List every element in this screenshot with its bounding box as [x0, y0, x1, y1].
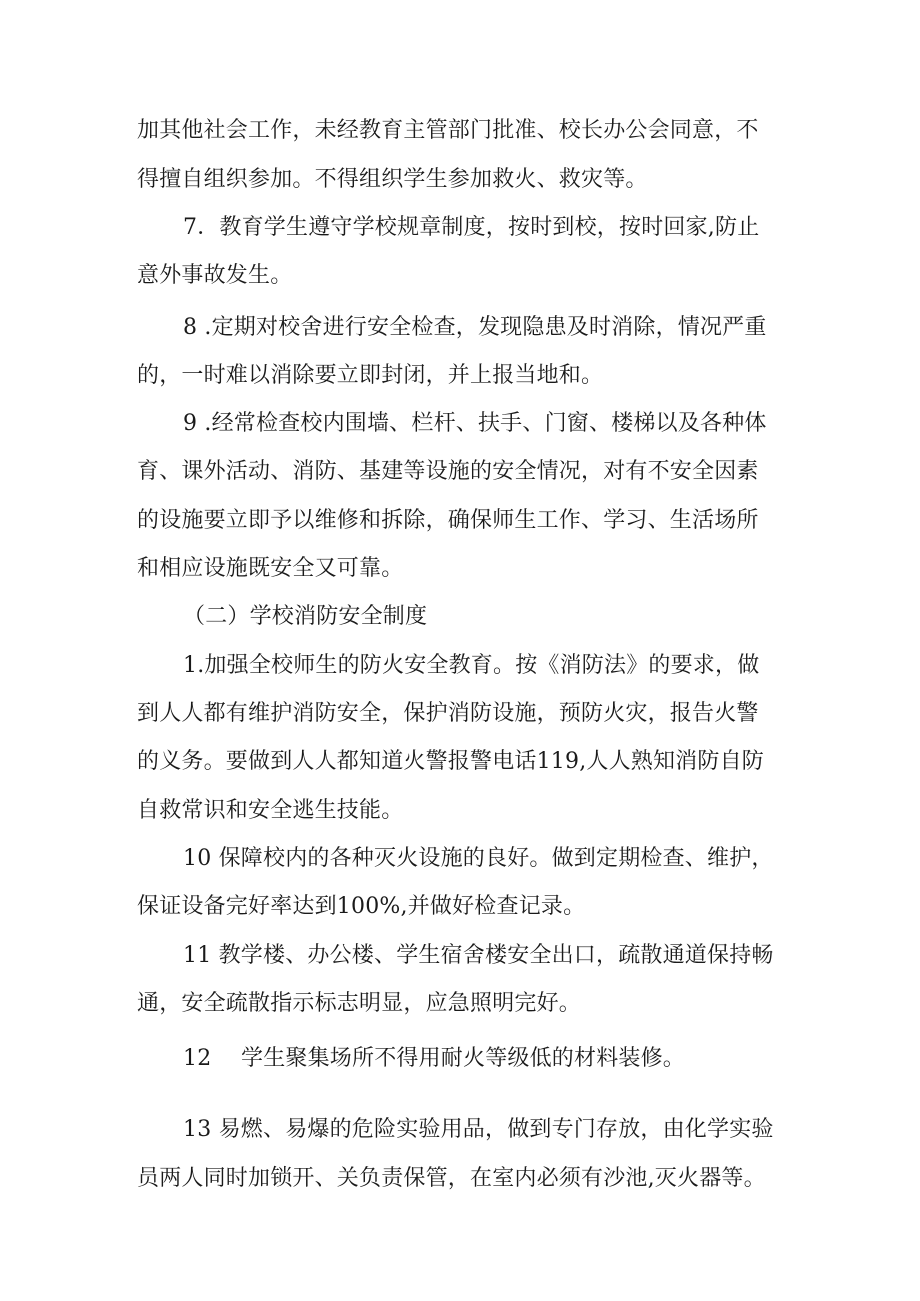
text-line: 的，一时难以消除要立即封闭，并上报当地和。 [137, 363, 604, 388]
text-line: 得擅自组织参加。不得组织学生参加救火、救灾等。 [137, 167, 648, 192]
text-line: 育、课外活动、消防、基建等设施的安全情况，对有不安全因素 [137, 459, 759, 484]
text-line: 加其他社会工作，未经教育主管部门批准、校长办公会同意，不 [137, 118, 759, 143]
text-line [183, 1044, 855, 1074]
text-line: 保证设备完好率达到100%,并做好检查记录。 [137, 894, 586, 919]
text-line: 和相应设施既安全又可靠。 [137, 556, 404, 581]
text-line: 9 .经常检查校内围墙、栏杆、扶手、门窗、楼梯以及各种体 [183, 411, 767, 436]
item-text: 学生聚集场所不得用耐火等级低的材料装修。 [241, 1046, 686, 1071]
item-number: 12 [183, 1046, 212, 1071]
text-line: 自救常识和安全逃生技能。 [137, 798, 404, 823]
text-line: 意外事故发生。 [137, 263, 293, 288]
text-line: 通，安全疏散指示标志明显，应急照明完好。 [137, 991, 582, 1016]
text-line: 1.加强全校师生的防火安全教育。按《消防法》的要求，做 [183, 653, 760, 678]
text-line: 的设施要立即予以维修和拆除，确保师生工作、学习、生活场所 [137, 508, 759, 533]
text-line: 13 易燃、易爆的危险实验用品，做到专门存放，由化学实验 [183, 1117, 774, 1142]
text-line: 员两人同时加锁开、关负责保管，在室内必须有沙池,灭火器等。 [137, 1166, 766, 1191]
text-line: 的义务。要做到人人都知道火警报警电话119,人人熟知消防自防 [137, 749, 764, 774]
text-line: 10 保障校内的各种灭火设施的良好。做到定期检查、维护， [183, 846, 774, 871]
text-line: 7．教育学生遵守学校规章制度，按时到校，按时回家,防止 [183, 215, 760, 240]
text-line: 11 教学楼、办公楼、学生宿舍楼安全出口，疏散通道保持畅 [183, 943, 774, 968]
text-line: 到人人都有维护消防安全，保护消防设施，预防火灾，报告火警 [137, 701, 759, 726]
section-heading: （二）学校消防安全制度 [183, 604, 428, 629]
text-line: 8 .定期对校舍进行安全检查，发现隐患及时消除，情况严重 [183, 315, 767, 340]
